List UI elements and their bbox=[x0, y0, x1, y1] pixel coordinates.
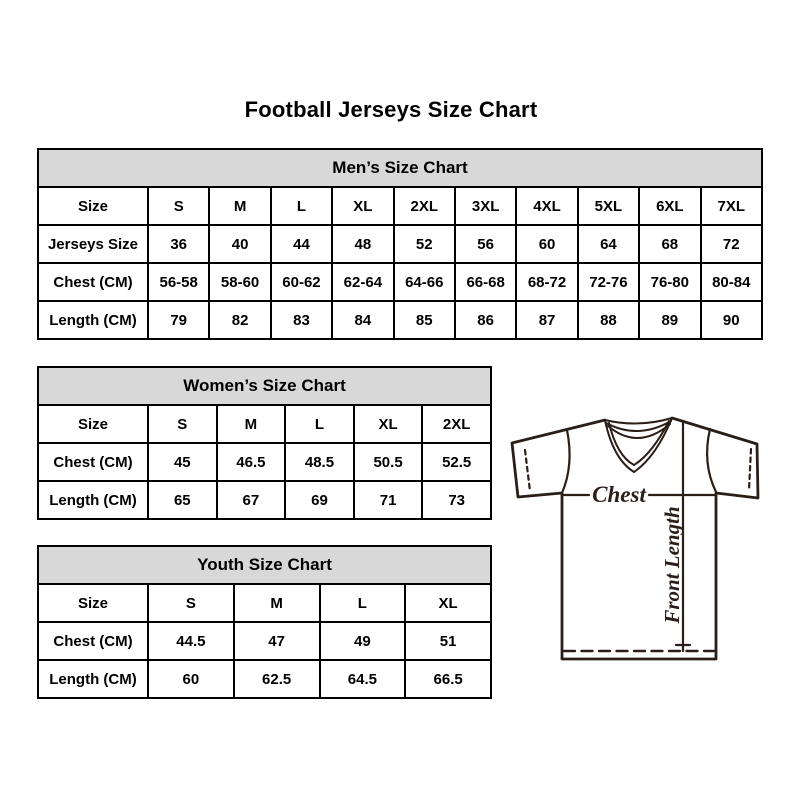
value-cell: 49 bbox=[320, 622, 406, 660]
value-cell: L bbox=[271, 187, 332, 225]
row-label-cell: Chest (CM) bbox=[38, 622, 148, 660]
value-cell: M bbox=[209, 187, 270, 225]
row-label-cell: Size bbox=[38, 187, 148, 225]
value-cell: 72-76 bbox=[578, 263, 639, 301]
value-cell: S bbox=[148, 584, 234, 622]
value-cell: 66.5 bbox=[405, 660, 491, 698]
table-row bbox=[38, 301, 762, 339]
value-cell: 68-72 bbox=[516, 263, 577, 301]
value-cell: 83 bbox=[271, 301, 332, 339]
value-cell: 52.5 bbox=[422, 443, 491, 481]
womens-table-grid bbox=[37, 404, 492, 520]
value-cell: 5XL bbox=[578, 187, 639, 225]
mens-size-table bbox=[37, 148, 763, 340]
value-cell: 85 bbox=[394, 301, 455, 339]
value-cell: 51 bbox=[405, 622, 491, 660]
value-cell: 64-66 bbox=[394, 263, 455, 301]
value-cell: 6XL bbox=[639, 187, 700, 225]
table-row bbox=[38, 225, 762, 263]
value-cell: 86 bbox=[455, 301, 516, 339]
womens-table-header: Women’s Size Chart bbox=[37, 366, 492, 406]
youth-size-table bbox=[37, 545, 492, 699]
row-label-cell: Chest (CM) bbox=[38, 263, 148, 301]
row-label-cell: Chest (CM) bbox=[38, 443, 148, 481]
value-cell: 7XL bbox=[701, 187, 762, 225]
value-cell: 62.5 bbox=[234, 660, 320, 698]
mens-table-grid bbox=[37, 186, 763, 340]
value-cell: 89 bbox=[639, 301, 700, 339]
value-cell: M bbox=[217, 405, 286, 443]
value-cell: 40 bbox=[209, 225, 270, 263]
table-row bbox=[38, 481, 491, 519]
value-cell: 72 bbox=[701, 225, 762, 263]
value-cell: 45 bbox=[148, 443, 217, 481]
value-cell: 4XL bbox=[516, 187, 577, 225]
value-cell: 64.5 bbox=[320, 660, 406, 698]
value-cell: 88 bbox=[578, 301, 639, 339]
value-cell: 82 bbox=[209, 301, 270, 339]
value-cell: 90 bbox=[701, 301, 762, 339]
value-cell: 84 bbox=[332, 301, 393, 339]
value-cell: 2XL bbox=[394, 187, 455, 225]
value-cell: 47 bbox=[234, 622, 320, 660]
row-label-cell: Length (CM) bbox=[38, 301, 148, 339]
value-cell: M bbox=[234, 584, 320, 622]
value-cell: 76-80 bbox=[639, 263, 700, 301]
value-cell: 87 bbox=[516, 301, 577, 339]
row-label-cell: Length (CM) bbox=[38, 481, 148, 519]
youth-table-body bbox=[38, 584, 491, 698]
row-label-cell: Length (CM) bbox=[38, 660, 148, 698]
value-cell: 2XL bbox=[422, 405, 491, 443]
youth-table-header: Youth Size Chart bbox=[37, 545, 492, 585]
youth-table-grid bbox=[37, 583, 492, 699]
value-cell: 79 bbox=[148, 301, 209, 339]
page-title: Football Jerseys Size Chart bbox=[244, 97, 538, 122]
value-cell: 52 bbox=[394, 225, 455, 263]
womens-size-table bbox=[37, 366, 492, 520]
value-cell: L bbox=[285, 405, 354, 443]
mens-table-body bbox=[38, 187, 762, 339]
value-cell: 66-68 bbox=[455, 263, 516, 301]
value-cell: 58-60 bbox=[209, 263, 270, 301]
value-cell: 46.5 bbox=[217, 443, 286, 481]
value-cell: XL bbox=[405, 584, 491, 622]
value-cell: S bbox=[148, 187, 209, 225]
value-cell: 65 bbox=[148, 481, 217, 519]
jersey-outline bbox=[512, 418, 758, 659]
jersey-diagram bbox=[505, 413, 767, 671]
jersey-collar bbox=[605, 418, 672, 472]
table-row bbox=[38, 263, 762, 301]
value-cell: S bbox=[148, 405, 217, 443]
value-cell: 48.5 bbox=[285, 443, 354, 481]
value-cell: XL bbox=[354, 405, 423, 443]
value-cell: 50.5 bbox=[354, 443, 423, 481]
row-label-cell: Size bbox=[38, 405, 148, 443]
table-row bbox=[38, 187, 762, 225]
value-cell: L bbox=[320, 584, 406, 622]
chest-label: Chest bbox=[592, 482, 646, 507]
value-cell: 56-58 bbox=[148, 263, 209, 301]
womens-table-body bbox=[38, 405, 491, 519]
value-cell: 73 bbox=[422, 481, 491, 519]
table-row bbox=[38, 622, 491, 660]
value-cell: 48 bbox=[332, 225, 393, 263]
value-cell: 62-64 bbox=[332, 263, 393, 301]
value-cell: 36 bbox=[148, 225, 209, 263]
value-cell: 64 bbox=[578, 225, 639, 263]
row-label-cell: Size bbox=[38, 584, 148, 622]
value-cell: 44.5 bbox=[148, 622, 234, 660]
value-cell: 60 bbox=[516, 225, 577, 263]
table-row bbox=[38, 584, 491, 622]
value-cell: 3XL bbox=[455, 187, 516, 225]
value-cell: 69 bbox=[285, 481, 354, 519]
value-cell: 60 bbox=[148, 660, 234, 698]
table-row bbox=[38, 405, 491, 443]
front-length-label: Front Length bbox=[660, 506, 684, 624]
value-cell: 60-62 bbox=[271, 263, 332, 301]
mens-table-header: Men’s Size Chart bbox=[37, 148, 763, 188]
value-cell: 80-84 bbox=[701, 263, 762, 301]
value-cell: 56 bbox=[455, 225, 516, 263]
table-row bbox=[38, 443, 491, 481]
value-cell: 71 bbox=[354, 481, 423, 519]
value-cell: 67 bbox=[217, 481, 286, 519]
value-cell: 68 bbox=[639, 225, 700, 263]
table-row bbox=[38, 660, 491, 698]
row-label-cell: Jerseys Size bbox=[38, 225, 148, 263]
value-cell: 44 bbox=[271, 225, 332, 263]
value-cell: XL bbox=[332, 187, 393, 225]
